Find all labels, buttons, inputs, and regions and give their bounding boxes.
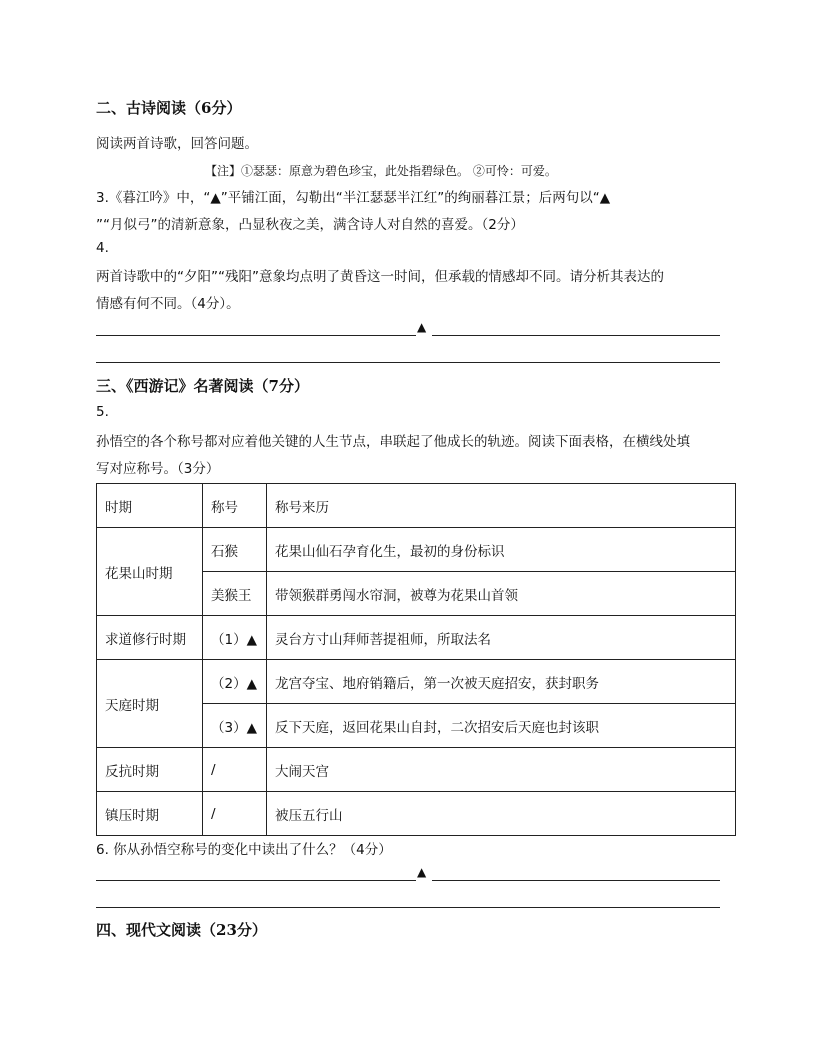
title-blank-cell[interactable]: （3）▲ (203, 704, 267, 748)
answer-line[interactable] (432, 335, 720, 336)
question-6: 6. 你从孙悟空称号的变化中读出了什么？（4分） (96, 842, 392, 858)
origin-cell: 花果山仙石孕育化生，最初的身份标识 (267, 528, 736, 572)
answer-mark: ▲ (417, 865, 427, 879)
title-cell: 美猴王 (203, 572, 267, 616)
question-4-number: 4. (96, 240, 109, 256)
table-row (97, 792, 736, 836)
section3-heading: 三、《西游记》名著阅读（7分） (96, 377, 309, 395)
title-cell: / (203, 792, 267, 836)
title-cell: / (203, 748, 267, 792)
question-5-number: 5. (96, 404, 109, 420)
title-blank-cell[interactable]: （1）▲ (203, 616, 267, 660)
table-header-cell: 称号 (203, 484, 267, 528)
answer-line[interactable] (96, 907, 720, 908)
question-4-line1: 两首诗歌中的“夕阳”“残阳”意象均点明了黄昏这一时间，但承载的情感却不同。请分析其表达的 (96, 269, 664, 285)
title-table (96, 483, 736, 836)
origin-cell: 大闹天宫 (267, 748, 736, 792)
answer-mark: ▲ (417, 320, 427, 334)
answer-line[interactable] (432, 880, 720, 881)
origin-cell: 带领猴群勇闯水帘洞，被尊为花果山首领 (267, 572, 736, 616)
section2-intro: 阅读两首诗歌，回答问题。 (96, 136, 258, 152)
title-blank-cell[interactable]: （2）▲ (203, 660, 267, 704)
table-row (97, 660, 736, 704)
question-5-line2: 写对应称号。（3分） (96, 461, 220, 477)
table-row (97, 616, 736, 660)
table-header-cell: 称号来历 (267, 484, 736, 528)
table-header-cell: 时期 (97, 484, 203, 528)
period-cell: 求道修行时期 (97, 616, 203, 660)
period-cell: 反抗时期 (97, 748, 203, 792)
answer-line[interactable] (96, 880, 416, 881)
origin-cell: 灵台方寸山拜师菩提祖师，所取法名 (267, 616, 736, 660)
section2-heading: 二、古诗阅读（6分） (96, 99, 242, 117)
origin-cell: 被压五行山 (267, 792, 736, 836)
table-header-row (97, 484, 736, 528)
title-cell: 石猴 (203, 528, 267, 572)
answer-line[interactable] (96, 335, 416, 336)
question-3-line2: ”“月似弓”的清新意象，凸显秋夜之美，满含诗人对自然的喜爱。（2分） (96, 217, 524, 233)
period-cell: 花果山时期 (97, 528, 203, 616)
origin-cell: 反下天庭，返回花果山自封，二次招安后天庭也封该职 (267, 704, 736, 748)
section4-heading: 四、现代文阅读（23分） (96, 921, 267, 939)
period-cell: 天庭时期 (97, 660, 203, 748)
table-row (97, 528, 736, 572)
question-4-line2: 情感有何不同。（4分）。 (96, 296, 240, 312)
question-5-line1: 孙悟空的各个称号都对应着他关键的人生节点，串联起了他成长的轨迹。阅读下面表格，在横线处填 (96, 434, 690, 450)
answer-line[interactable] (96, 362, 720, 363)
origin-cell: 龙宫夺宝、地府销籍后，第一次被天庭招安，获封职务 (267, 660, 736, 704)
period-cell: 镇压时期 (97, 792, 203, 836)
question-3-line1: 3.《暮江吟》中，“▲”平铺江面，勾勒出“半江瑟瑟半江红”的绚丽暮江景；后两句以“▲ (96, 190, 611, 206)
poem-note: 【注】①瑟瑟：原意为碧色珍宝，此处指碧绿色。 ②可怜：可爱。 (205, 164, 557, 178)
table-row (97, 748, 736, 792)
